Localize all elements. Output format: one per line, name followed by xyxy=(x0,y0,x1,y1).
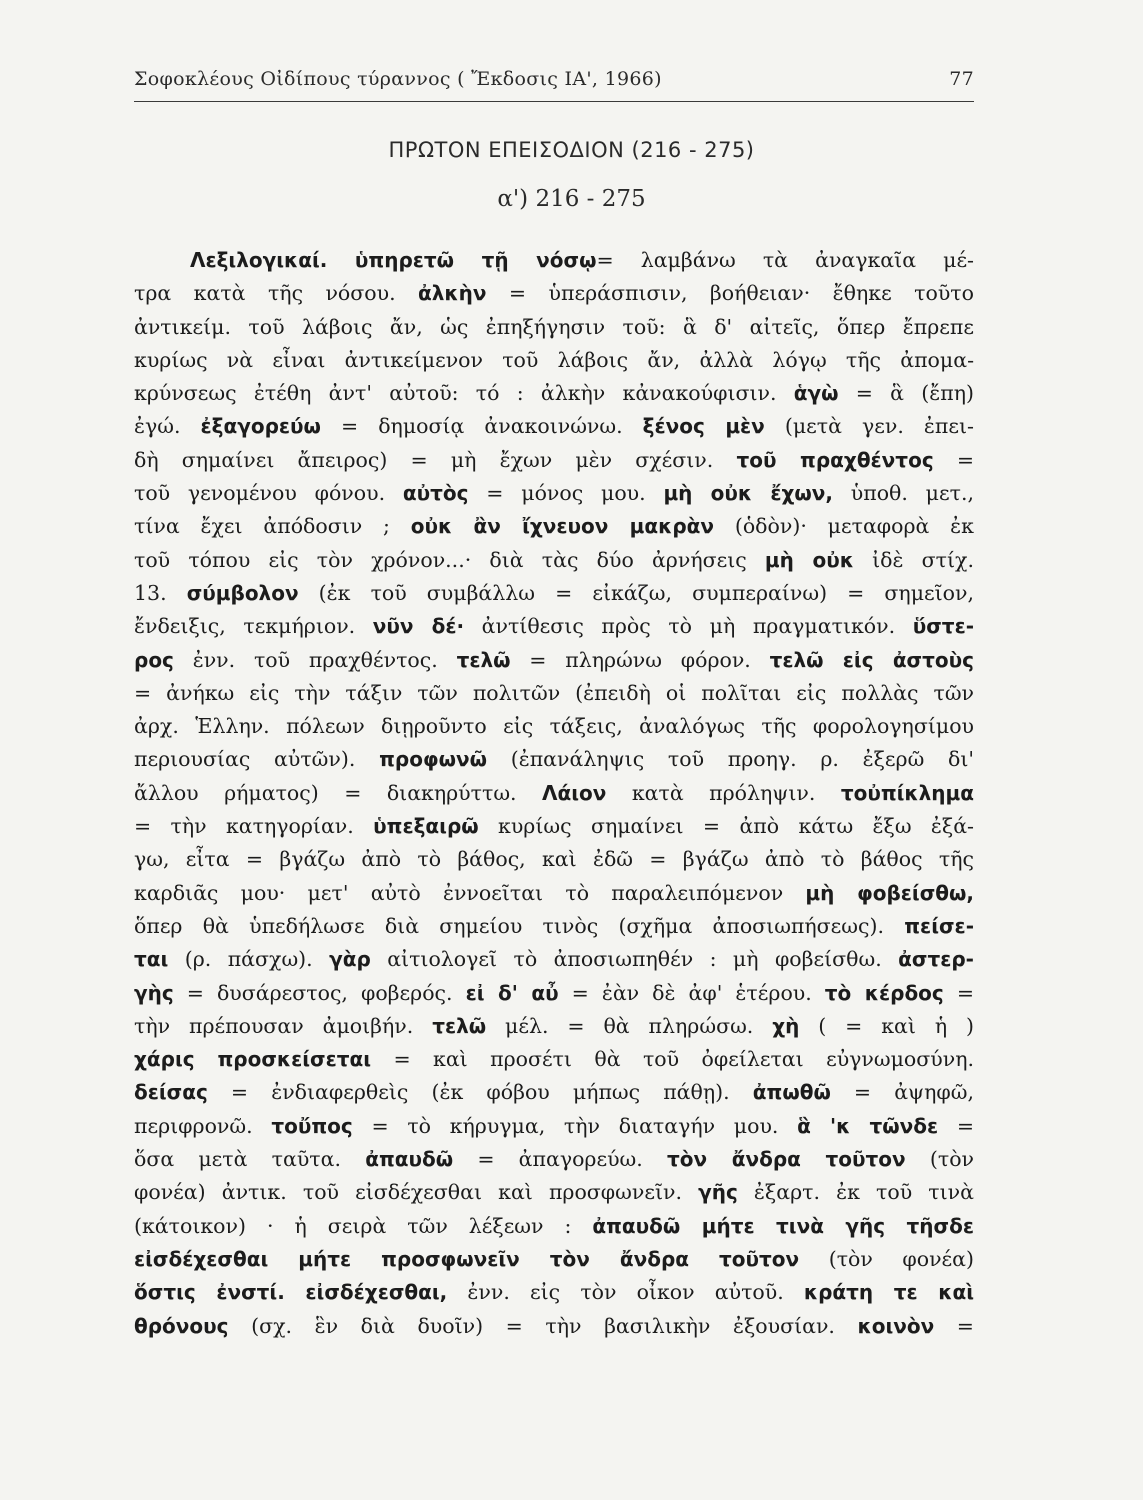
text-run: = δημοσίᾳ ἀνακοινώνω. xyxy=(320,414,643,439)
text-run: καρδιᾶς μου· μετ' αὐτὸ ἐννοεῖται τὸ παραλειπόμενον xyxy=(134,880,806,905)
text-line xyxy=(134,1143,974,1176)
bold-term: ὕστε- xyxy=(912,614,974,639)
text-run: ἄλλου ρήματος) = διακηρύττω. xyxy=(134,780,543,805)
bold-term: γὴς xyxy=(134,980,174,1005)
bold-term: εἰσδέχεσθαι μήτε προσφωνεῖν τὸν ἄνδρα τοῦτον xyxy=(134,1246,800,1271)
bold-term: ξένος μὲν xyxy=(642,414,765,439)
text-run: τὴν πρέπουσαν ἀμοιβήν. xyxy=(134,1013,433,1038)
bold-term: τελῶ xyxy=(456,647,511,672)
text-run: (τὸν xyxy=(905,1147,974,1172)
lexical-notes xyxy=(134,244,974,1343)
bold-term: μὴ οὐκ ἔχων, xyxy=(663,481,833,506)
bold-term: κράτη τε καὶ xyxy=(803,1280,974,1305)
bold-term: νῦν δέ· xyxy=(372,614,465,639)
bold-term: χάρις προσκείσεται xyxy=(134,1047,372,1072)
bold-term: ἀλκὴν xyxy=(418,281,487,306)
running-head xyxy=(134,68,974,90)
text-line xyxy=(134,843,974,876)
text-line xyxy=(134,344,974,377)
section-title: ΠΡΩΤΟΝ ΕΠΕΙΣΟΔΙΟΝ (216 - 275) xyxy=(388,138,755,162)
text-run: ἰδὲ στίχ. xyxy=(853,547,974,572)
text-run: = ὑπεράσπισιν, βοήθειαν· ἔθηκε τοῦτο xyxy=(486,281,974,306)
bold-term: ἀστερ- xyxy=(898,947,974,972)
running-title: Σοφοκλέους Οἰδίπους τύραννος ( Ἔκδοσις ΙΑ', 1966) xyxy=(134,68,662,90)
text-run: = ἀπαγορεύω. xyxy=(453,1147,667,1172)
text-run: (ἐπανάληψις τοῦ προηγ. ρ. ἐξερῶ δι' xyxy=(487,747,974,772)
text-line xyxy=(134,377,974,410)
bold-term: τοὐπίκλημα xyxy=(840,780,974,805)
text-run: κυρίως νὰ εἶναι ἀντικείμενον τοῦ λάβοις ἄν, ἀλλὰ λόγῳ τῆς ἀπομα- xyxy=(134,347,974,372)
text-line xyxy=(134,677,974,710)
text-run: (σχ. ἓν διὰ δυοῖν) = τὴν βασιλικὴν ἐξουσίαν. xyxy=(228,1313,858,1338)
bold-term: μὴ φοβείσθω, xyxy=(805,880,974,905)
bold-term: μὴ οὐκ xyxy=(764,547,854,572)
bold-term: ἀπαυδῶ μήτε τινὰ γῆς τῆσδε xyxy=(592,1213,974,1238)
text-run: = ἃ (ἔπη) xyxy=(838,381,974,406)
text-run: (ἐκ τοῦ συμβάλλω = εἰκάζω, συμπεραίνω) = σημεῖον, xyxy=(298,580,974,605)
text-run: ἀρχ. Ἑλλην. πόλεων διῃροῦντο εἰς τάξεις, ἀναλόγως τῆς φορολογησίμου xyxy=(134,714,974,739)
bold-term: κοινὸν xyxy=(857,1313,935,1338)
bold-term: τοὔπος xyxy=(271,1113,353,1138)
text-run: = ἀψηφῶ, xyxy=(830,1080,974,1105)
text-run: = ἀνήκω εἰς τὴν τάξιν τῶν πολιτῶν (ἐπειδὴ οἱ πολῖται εἰς πολλὰς τῶν xyxy=(134,680,974,705)
text-run: κατὰ πρόληψιν. xyxy=(606,780,841,805)
text-line xyxy=(134,444,974,477)
text-run: ἔνδειξις, τεκμήριον. xyxy=(134,614,373,639)
text-run: περιφρονῶ. xyxy=(134,1113,272,1138)
bold-term: ὅστις ἐνστί. εἰσδέχεσθαι, xyxy=(134,1280,448,1305)
bold-term: τὸ κέρδος xyxy=(824,980,944,1005)
bold-term: ἁγὼ xyxy=(793,381,839,406)
text-line xyxy=(134,943,974,976)
text-line xyxy=(134,977,974,1010)
text-run: τίνα ἔχει ἀπόδοσιν ; xyxy=(134,514,411,539)
text-line xyxy=(134,1310,974,1343)
bold-term: ται xyxy=(134,947,169,972)
text-run: κυρίως σημαίνει = ἀπὸ κάτω ἔξω ἐξά- xyxy=(478,814,974,839)
text-line xyxy=(134,1010,974,1043)
text-line xyxy=(134,877,974,910)
text-run: γω, εἶτα = βγάζω ἀπὸ τὸ βάθος, καὶ ἐδῶ = βγάζω ἀπὸ τὸ βάθος τῆς xyxy=(134,847,974,872)
bold-term: Λεξιλογικαί. ὑπηρετῶ τῇ νόσῳ xyxy=(190,248,597,272)
bold-term: ἃ 'κ τῶνδε xyxy=(797,1113,939,1138)
text-run: (κάτοικον) · ἡ σειρὰ τῶν λέξεων : xyxy=(134,1213,593,1238)
text-run: = xyxy=(934,1313,974,1338)
text-line xyxy=(134,910,974,943)
subsection-title: α') 216 - 275 xyxy=(497,186,646,212)
header-rule xyxy=(134,101,974,102)
bold-term: ἀπωθῶ xyxy=(752,1080,831,1105)
text-run: φονέα) ἀντικ. τοῦ εἰσδέχεσθαι καὶ προσφωνεῖν. xyxy=(134,1180,699,1205)
bold-term: τελῶ εἰς ἀστοὺς xyxy=(769,647,974,672)
text-run: 13. xyxy=(134,580,187,605)
text-run: = μόνος μου. xyxy=(468,481,664,506)
bold-term: γὰρ xyxy=(329,947,371,972)
text-run: ἀντίθεσις πρὸς τὸ μὴ πραγματικόν. xyxy=(464,614,913,639)
bold-term: τὸν ἄνδρα τοῦτον xyxy=(666,1147,906,1172)
text-run: = καὶ προσέτι θὰ τοῦ ὀφείλεται εὐγνωμοσύνη. xyxy=(371,1047,974,1072)
text-line xyxy=(134,544,974,577)
text-run: (ὁδὸν)· μεταφορὰ ἐκ xyxy=(714,514,974,539)
text-line xyxy=(134,777,974,810)
text-run: (τὸν φονέα) xyxy=(799,1246,974,1271)
bold-term: ρος xyxy=(134,647,174,672)
text-run: = δυσάρεστος, φοβερός. xyxy=(173,980,466,1005)
bold-term: γῆς xyxy=(698,1180,738,1205)
text-run: δὴ σημαίνει ἄπειρος) = μὴ ἔχων μὲν σχέσιν. xyxy=(134,447,737,472)
bold-term: ἀπαυδῶ xyxy=(365,1147,454,1172)
text-run: = πληρώνω φόρον. xyxy=(510,647,770,672)
bold-term: αὐτὸς xyxy=(402,481,469,506)
text-line xyxy=(134,610,974,643)
bold-term: δείσας xyxy=(134,1080,208,1105)
text-run: ( = καὶ ἡ ) xyxy=(799,1013,974,1038)
text-line xyxy=(134,1110,974,1143)
bold-term: πείσε- xyxy=(904,913,974,938)
text-run: τοῦ τόπου εἰς τὸν χρόνον...· διὰ τὰς δύο ἀρνήσεις xyxy=(134,547,765,572)
text-line xyxy=(134,1210,974,1243)
bold-term: ἐξαγορεύω xyxy=(200,414,321,439)
text-line xyxy=(134,1176,974,1209)
text-line xyxy=(134,277,974,310)
bold-term: ὑπεξαιρῶ xyxy=(373,814,479,839)
text-run: μέλ. = θὰ πληρώσω. xyxy=(486,1013,773,1038)
text-run: = λαμβάνω τὰ ἀναγκαῖα μέ- xyxy=(596,248,974,272)
text-run: ἐνν. εἰς τὸν οἶκον αὐτοῦ. xyxy=(447,1280,804,1305)
text-run: = ἐὰν δὲ ἀφ' ἑτέρου. xyxy=(558,980,825,1005)
text-run: τοῦ γενομένου φόνου. xyxy=(134,481,403,506)
text-line xyxy=(134,244,974,277)
text-line xyxy=(134,1243,974,1276)
text-run: ὅπερ θὰ ὑπεδήλωσε διὰ σημείου τινὸς (σχῆμα ἀποσιωπήσεως). xyxy=(134,913,905,938)
text-run: = τὸ κήρυγμα, τὴν διαταγήν μου. xyxy=(352,1113,798,1138)
text-line xyxy=(134,1043,974,1076)
bold-term: εἰ δ' αὖ xyxy=(465,980,559,1005)
text-run: ὅσα μετὰ ταῦτα. xyxy=(134,1147,366,1172)
bold-term: τοῦ πραχθέντος xyxy=(736,447,934,472)
page-number: 77 xyxy=(949,68,974,90)
bold-term: Λάιον xyxy=(542,780,607,805)
text-run: ἐγώ. xyxy=(134,414,201,439)
text-run: = xyxy=(938,1113,974,1138)
text-run: τρα κατὰ τῆς νόσου. xyxy=(134,281,419,306)
text-line xyxy=(134,410,974,443)
text-line xyxy=(134,477,974,510)
bold-term: τελῶ xyxy=(432,1013,487,1038)
text-line xyxy=(134,311,974,344)
text-run: = xyxy=(943,980,974,1005)
text-line xyxy=(134,810,974,843)
text-run: ὑποθ. μετ., xyxy=(832,481,974,506)
text-line xyxy=(134,577,974,610)
text-run: περιουσίας αὐτῶν). xyxy=(134,747,380,772)
text-run: = xyxy=(933,447,974,472)
text-run: αἰτιολογεῖ τὸ ἀποσιωπηθέν : μὴ φοβείσθω. xyxy=(370,947,899,972)
bold-term: χὴ xyxy=(772,1013,800,1038)
bold-term: προφωνῶ xyxy=(379,747,487,772)
text-run: = ἐνδιαφερθεὶς (ἐκ φόβου μήπως πάθῃ). xyxy=(207,1080,753,1105)
text-line xyxy=(134,1276,974,1309)
text-run: = τὴν κατηγορίαν. xyxy=(134,814,374,839)
bold-term: σύμβολον xyxy=(186,580,299,605)
text-line xyxy=(134,510,974,543)
text-run: ἐξαρτ. ἐκ τοῦ τινὰ xyxy=(737,1180,974,1205)
text-run: (μετὰ γεν. ἐπει- xyxy=(764,414,974,439)
text-line xyxy=(134,710,974,743)
text-line xyxy=(134,644,974,677)
bold-term: οὐκ ἂν ἴχνευον μακρὰν xyxy=(410,514,715,539)
bold-term: θρόνους xyxy=(134,1313,229,1338)
text-run: ἐνν. τοῦ πραχθέντος. xyxy=(173,647,457,672)
text-run: (ρ. πάσχω). xyxy=(168,947,330,972)
text-run: ἀντικείμ. τοῦ λάβοις ἄν, ὡς ἐπηξήγησιν τοῦ: ἃ δ' αἰτεῖς, ὅπερ ἔπρεπε xyxy=(134,314,974,339)
text-line xyxy=(134,1076,974,1109)
text-run: κρύνσεως ἐτέθη ἀντ' αὐτοῦ: τό : ἀλκὴν κἀνακούφισιν. xyxy=(134,381,794,406)
text-line xyxy=(134,743,974,776)
